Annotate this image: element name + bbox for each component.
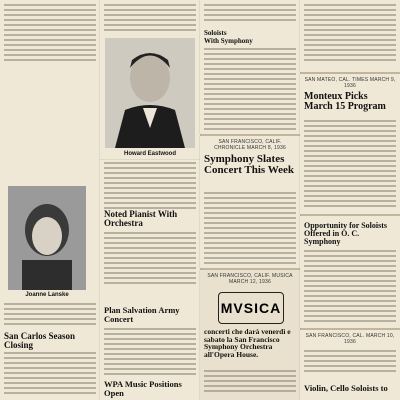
- symphony-slates-clipping: [200, 136, 300, 268]
- noted-pianist-headline: Noted Pianist With Orchestra: [104, 209, 178, 229]
- woman-photo-caption: Joanne Lanske: [25, 292, 69, 298]
- symphony-slates-headline: Symphony Slates Concert This Week: [204, 153, 295, 177]
- middle-top-clipping: [100, 0, 200, 160]
- portrait-man-icon: [105, 38, 195, 148]
- monteux-dateline: SAN MATEO, CAL. TIMES MARCH 9, 1936: [304, 77, 396, 89]
- man-photo-caption: Howard Eastwood: [100, 151, 200, 157]
- musica-dateline: SAN FRANCISCO, CALIF. MUSICA MARCH 12, 1936: [207, 273, 293, 285]
- opportunity-clipping: [300, 216, 400, 328]
- left-column-clipping: [0, 0, 100, 400]
- musica-headline: concerti che darà venerdì e sabato la San Francisco Symphony Orchestra all'Opera House.: [204, 327, 291, 359]
- with-symphony-subhead: With Symphony: [204, 37, 253, 45]
- violin-dateline: SAN FRANCISCO, CAL. MARCH 10, 1936: [305, 333, 395, 345]
- plan-salvation-headline: Plan Salvation Army Concert: [104, 305, 180, 324]
- right-top-clipping: [300, 0, 400, 72]
- musica-clipping: [200, 270, 300, 400]
- wpa-headline: WPA Music Positions Open: [104, 379, 182, 398]
- symphony-slates-dateline: SAN FRANCISCO, CALIF. CHRONICLE MARCH 8, 1936: [214, 139, 286, 151]
- monteux-clipping: [300, 74, 400, 214]
- monteux-headline: Monteux Picks March 15 Program: [304, 91, 386, 113]
- portrait-woman-icon: [8, 186, 86, 290]
- musica-masthead-text: MVSICA: [220, 300, 282, 316]
- soloists-subhead: Soloists: [204, 29, 227, 37]
- musica-masthead: [218, 292, 284, 324]
- middle-lower-clipping: [100, 160, 200, 400]
- violin-headline: Violin, Cello Soloists to: [304, 383, 388, 393]
- right-middle-top-clipping: [200, 0, 300, 134]
- woman-photo: [8, 186, 86, 290]
- san-carlos-headline: San Carlos Season Closing: [4, 331, 76, 351]
- violin-cello-clipping: [300, 330, 400, 400]
- opportunity-headline: Opportunity for Soloists Offered in O. C. Symphony: [304, 221, 387, 247]
- man-photo: [105, 38, 195, 148]
